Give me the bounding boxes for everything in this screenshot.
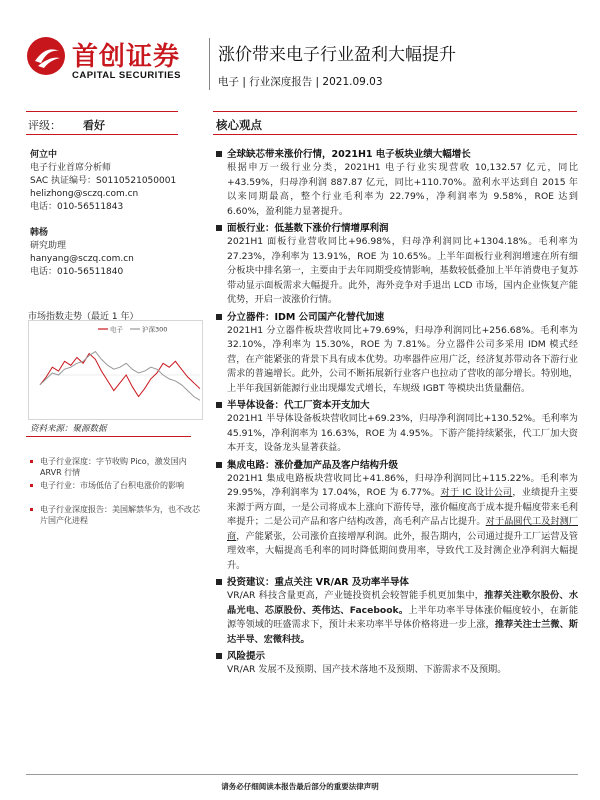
section-body: 2021H1 集成电路板块营收同比+41.86%，归母净利润同比+115.22%。毛利率为 29.95%，净利润率为 17.04%，ROE 为 6.77%。对于 IC 设计公司，业绩提升主要来源于两方面，一是公司将成本上涨向下游传导，涨价幅度高于成本提升幅度带来毛利率提升；二是公司产品和客户结构改善，高毛利产品占比提升。对于晶圆代工及封测厂商，产能紧张，公司涨价直接增厚利润。此外，报告期内，公司通过提升工厂运营及管理效率，大幅提高毛利率的同时降低期间费用率，导致代工及封测企业净利润大幅提升。 bbox=[227, 472, 579, 571]
section-risk bbox=[216, 650, 578, 678]
series-line-csi300 bbox=[40, 352, 200, 401]
square-bullet-icon bbox=[216, 579, 222, 585]
logo-text-cn: 首创证券 bbox=[72, 42, 181, 72]
legend-label-csi300: 沪深300 bbox=[142, 325, 168, 334]
header-divider bbox=[209, 38, 210, 90]
section-investment-advice bbox=[216, 576, 578, 647]
footer-rule bbox=[26, 774, 578, 775]
analyst-email[interactable]: hanyang@sczq.com.cn bbox=[30, 254, 134, 264]
section-ic bbox=[216, 459, 578, 574]
square-bullet-icon bbox=[216, 225, 222, 231]
section-body: 根据申万一级行业分类，2021H1 电子行业实现营收 10,132.57 亿元，同比+43.59%，归母净利润 887.87 亿元，同比+110.70%。盈利水平达到自 2015 年以来同期最高，整个行业毛利率为 22.79%，净利润率为 9.58%，ROE 达到 6.60%，盈利能力显著提升。 bbox=[227, 162, 578, 217]
analyst-name: 韩杨 bbox=[30, 228, 49, 238]
rating-value: 看好 bbox=[83, 119, 105, 132]
bullet-icon bbox=[30, 484, 33, 487]
analyst-email[interactable]: helizhong@sczq.com.cn bbox=[30, 189, 139, 199]
section-heading: 面板行业：低基数下涨价行情增厚利润 bbox=[216, 222, 578, 235]
analyst-phone: 电话：010-56511840 bbox=[30, 267, 124, 277]
legal-footer: 请务必仔细阅读本报告最后部分的重要法律声明 bbox=[221, 782, 379, 791]
chart-title: 市场指数走势（最近 1 年） bbox=[28, 312, 139, 322]
related-top-rule bbox=[26, 436, 191, 437]
rating bbox=[28, 117, 105, 133]
company-logo bbox=[26, 34, 206, 84]
analyst-role: 研究助理 bbox=[30, 241, 67, 251]
section-global-shortage bbox=[216, 148, 578, 219]
square-bullet-icon bbox=[216, 314, 222, 320]
core-views-title: 核心观点 bbox=[216, 118, 262, 132]
section-body: 2021H1 面板行业营收同比+96.98%，归母净利润同比+1304.18%。毛利率为 27.23%，净利率为 13.91%，ROE 为 10.65%。上半年面板行业利润增速在所有细分板块中排名第一，主要由于去年同期受疫情影响，基数较低叠加上半年消费电子复苏带动显示面板需求大幅提升。此外，海外竞争对手退出 LCD 市场，国内企业恢复产能优势，开启一波涨价行情。 bbox=[227, 236, 578, 305]
square-bullet-icon bbox=[216, 151, 222, 157]
square-bullet-icon bbox=[216, 653, 222, 659]
related-report-item[interactable] bbox=[30, 456, 200, 478]
related-report-title: 电子行业深度报告：美国解禁华为，也不改芯片国产化进程 bbox=[40, 505, 200, 525]
analyst-role: 电子行业首席分析师 bbox=[30, 163, 112, 173]
rating-bottom-rule bbox=[26, 134, 178, 135]
report-meta: 电子 | 行业深度报告 | 2021.09.03 bbox=[218, 76, 383, 88]
section-body: VR/AR 科技含量更高，产业链投资机会较智能手机更加集中，推荐关注歌尔股份、水晶光电、芯原股份、英伟达、Facebook。上半年功率半导体涨价幅度较小，在新能源等领域的旺盛需求下，预计未来功率半导体价格将进一步上涨，推荐关注士兰微、斯达半导、宏微科技。 bbox=[227, 590, 579, 645]
related-report-item[interactable] bbox=[30, 480, 200, 491]
analyst-card bbox=[30, 149, 176, 214]
related-report-item[interactable] bbox=[30, 504, 200, 526]
square-bullet-icon bbox=[216, 462, 222, 468]
chart-source: 资料来源：聚源数据 bbox=[30, 424, 107, 434]
square-bullet-icon bbox=[216, 402, 222, 408]
logo-mark-icon bbox=[26, 36, 66, 76]
chart-frame bbox=[29, 321, 203, 420]
section-heading: 投资建议：重点关注 VR/AR 及功率半导体 bbox=[216, 576, 578, 589]
logo-text-en: CAPITAL SECURITIES bbox=[72, 70, 181, 81]
core-views bbox=[216, 148, 578, 681]
report-title: 涨价带来电子行业盈利大幅提升 bbox=[218, 45, 456, 65]
section-heading: 集成电路：涨价叠加产品及客户结构升级 bbox=[216, 459, 578, 472]
section-heading: 分立器件：IDM 公司国产化替代加速 bbox=[216, 311, 578, 324]
section-body: 2021H1 分立器件板块营收同比+79.69%，归母净利润同比+256.68%。毛利率为 32.10%，净利率为 15.30%，ROE 为 7.81%。分立器件公司多采用 IDM 模式经营，在产能紧张的背景下具有成本优势。功率器件应用广泛，经济复苏带动各下游行业需求的普遍增长。此外，公司不断拓展新行业客户也拉动了营收的部分增长。特别地，上半年我国新能源行业出现爆发式增长，车规级 IGBT 等模块出货量翻倍。 bbox=[227, 324, 578, 394]
section-body: 2021H1 半导体设备板块营收同比+69.23%，归母净利润同比+130.52%。毛利率为 45.91%，净利润率为 16.63%，ROE 为 4.95%。下游产能持续紧张，代工厂加大资本开支，设备龙头显著获益。 bbox=[227, 413, 578, 453]
related-report-title: 电子行业深度：字节收购 Pico，激发国内 ARVR 行情 bbox=[40, 457, 187, 477]
section-heading: 风险提示 bbox=[216, 650, 578, 663]
bullet-icon bbox=[30, 508, 33, 511]
section-heading: 全球缺芯带来涨价行情，2021H1 电子板块业绩大幅增长 bbox=[216, 148, 578, 161]
core-bottom-rule bbox=[213, 134, 577, 135]
core-top-rule bbox=[213, 111, 577, 112]
bullet-icon bbox=[30, 460, 33, 463]
legend-label-electronics: 电子 bbox=[110, 325, 123, 334]
rating-label: 评级： bbox=[28, 119, 61, 132]
related-report-title: 电子行业：市场低估了台积电涨价的影响 bbox=[40, 481, 184, 490]
analyst-phone: 电话：010-56511843 bbox=[30, 202, 124, 212]
section-semi-equipment bbox=[216, 399, 578, 456]
section-panel bbox=[216, 222, 578, 308]
market-index-chart bbox=[28, 320, 203, 420]
analyst-license: SAC 执证编号：S0110521050001 bbox=[30, 176, 177, 186]
section-discrete-devices bbox=[216, 311, 578, 397]
analyst-card bbox=[30, 227, 134, 279]
analyst-name: 何立中 bbox=[30, 150, 58, 160]
section-body: VR/AR 发展不及预期、国产技术落地不及预期、下游需求不及预期。 bbox=[227, 664, 507, 675]
rating-top-rule bbox=[26, 111, 178, 112]
section-heading: 半导体设备：代工厂资本开支加大 bbox=[216, 399, 578, 412]
